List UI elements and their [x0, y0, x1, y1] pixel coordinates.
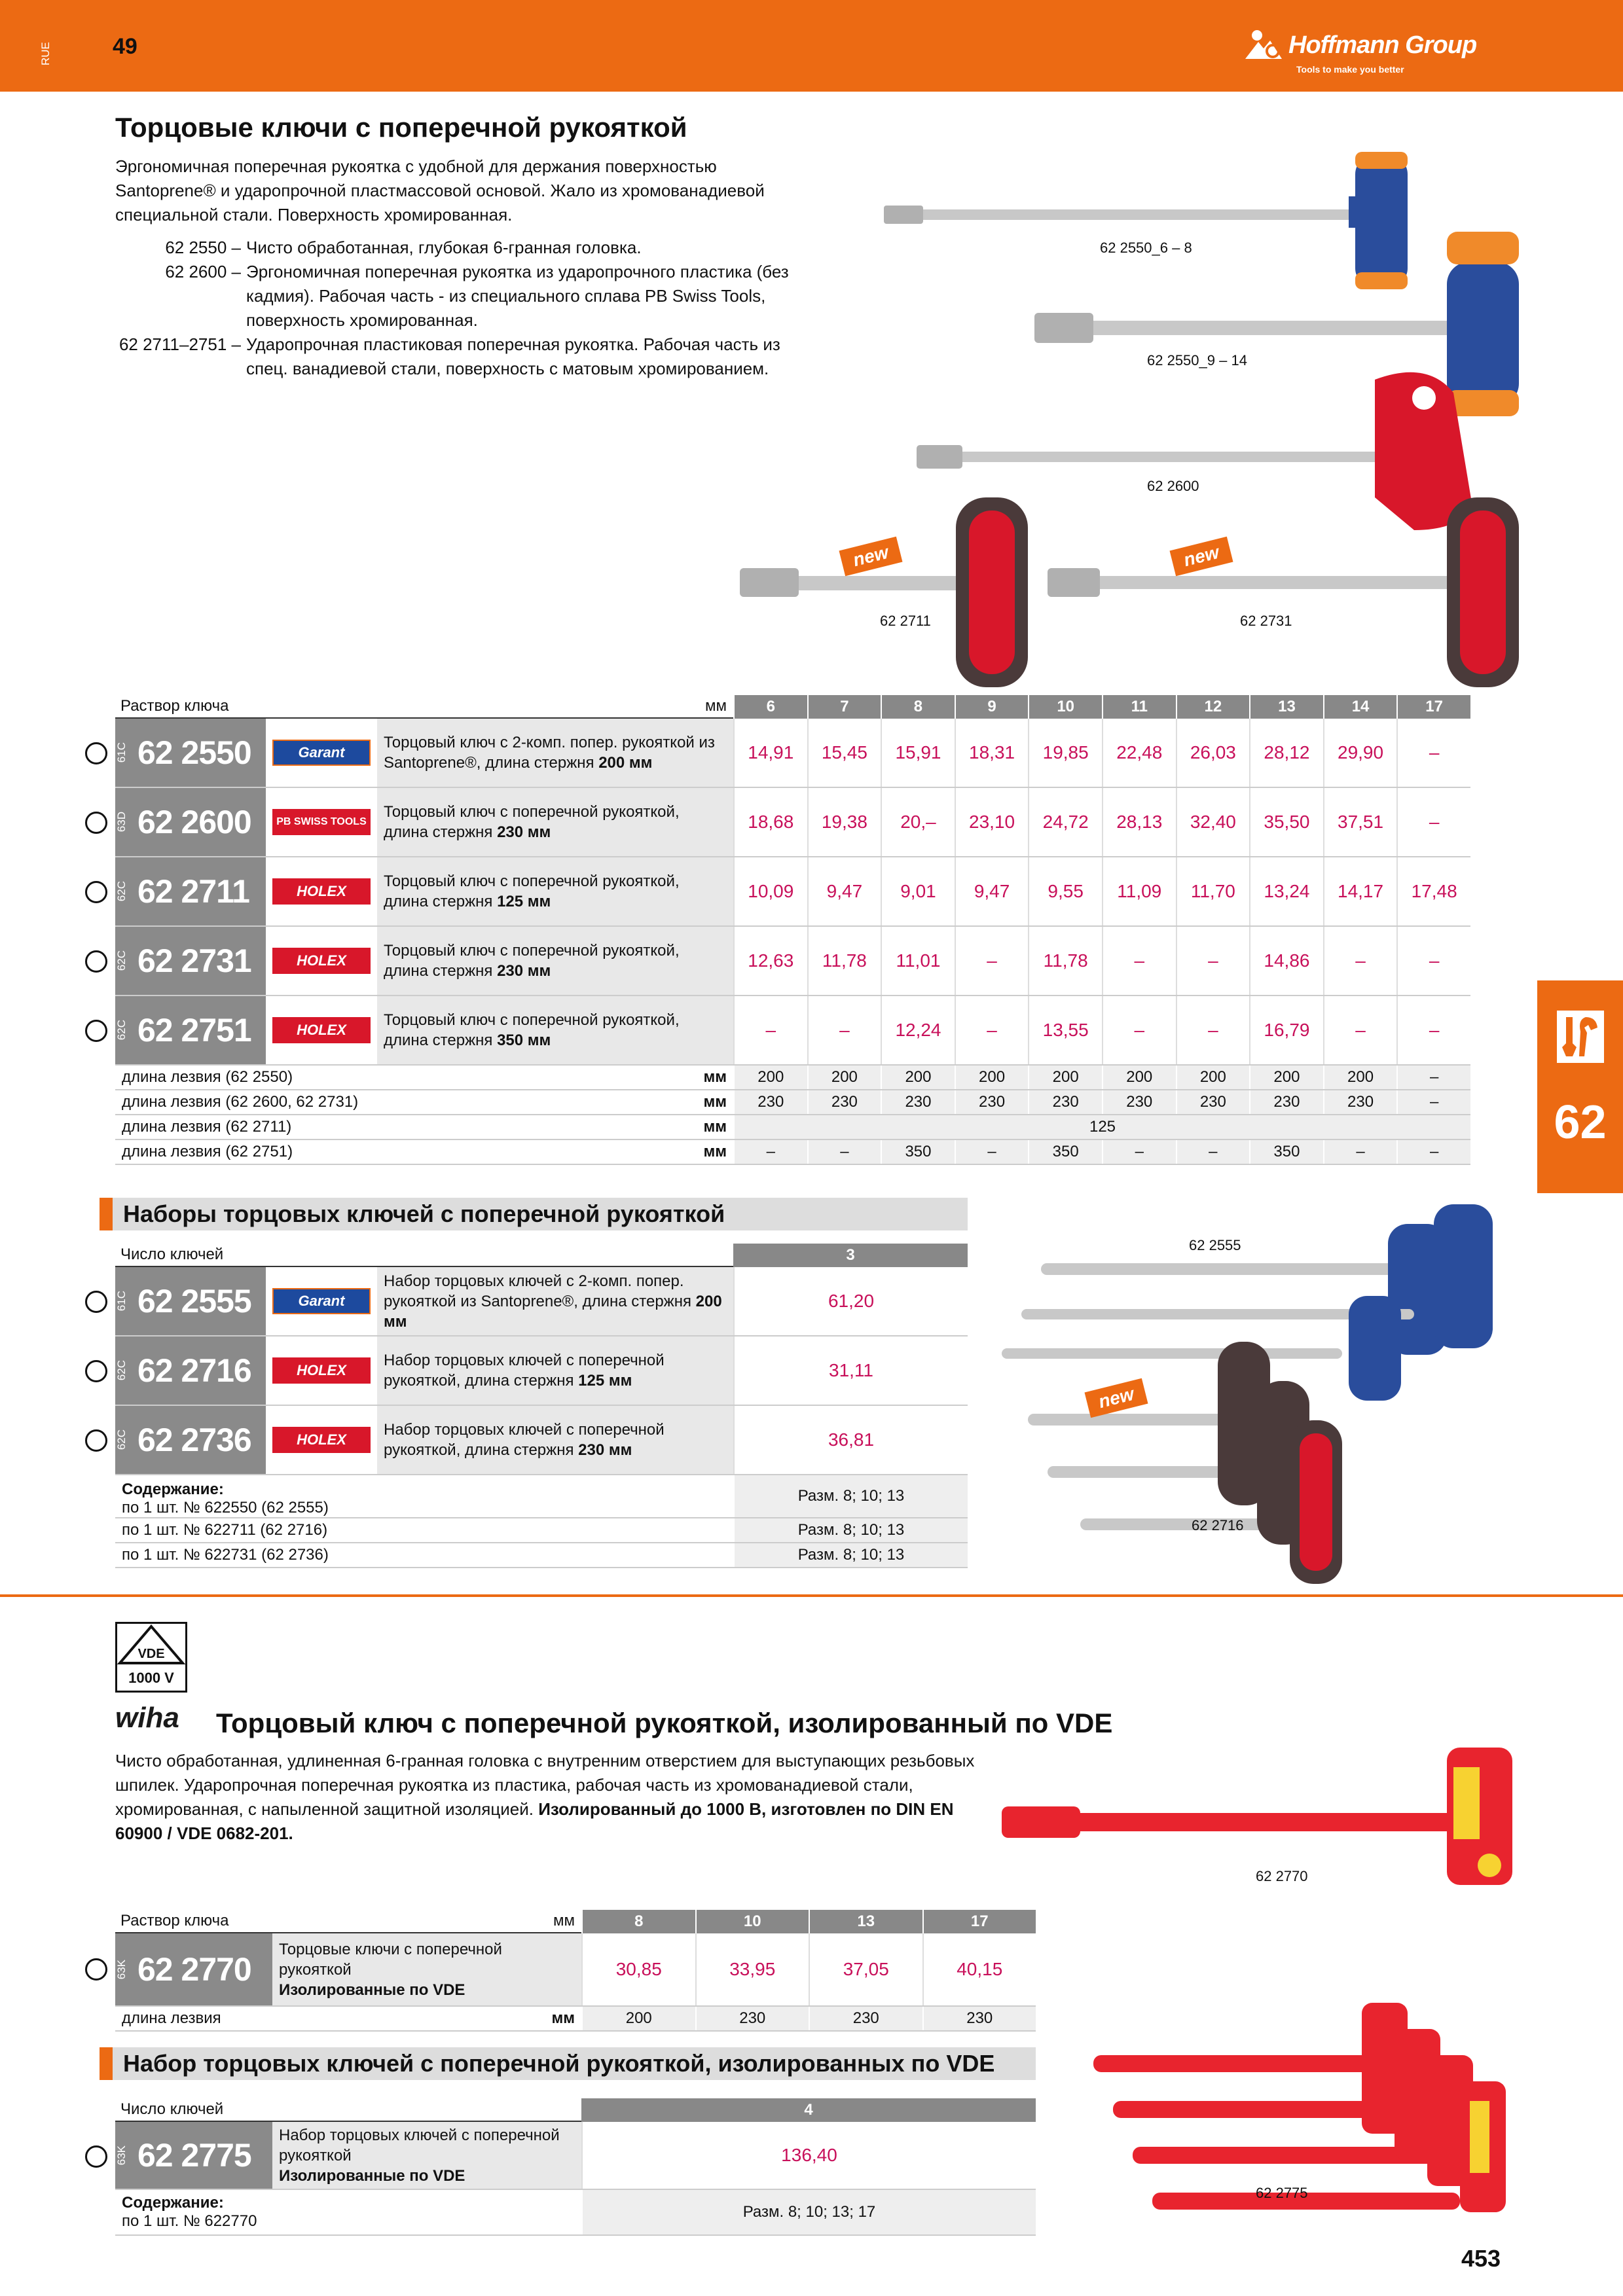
price-cell: – — [1396, 788, 1470, 856]
article-number: 62 2751 — [137, 1012, 251, 1049]
size-col: 14 — [1323, 695, 1397, 719]
price-cell: 22,48 — [1102, 719, 1176, 787]
catalog-ref: 61C — [115, 1291, 128, 1312]
blade-value: 230 — [1249, 1090, 1323, 1114]
brand-tagline: Tools to make you better — [1296, 64, 1404, 75]
desc-bold: Изолированные по VDE — [279, 1981, 465, 1999]
contents-title: Содержание: — [122, 1480, 224, 1498]
select-radio[interactable] — [85, 812, 107, 834]
page-number-top: 49 — [113, 34, 137, 59]
product-row[interactable] — [115, 788, 1470, 857]
blade-value: 125 — [733, 1115, 1470, 1139]
section4-title: Набор торцовых ключей с поперечной рукояткой, изолированных по VDE — [123, 2050, 995, 2077]
section1-notes — [115, 236, 796, 381]
set-table-header — [115, 1244, 968, 1267]
contents-sizes: Разм. 8; 10; 13; 17 — [581, 2190, 1036, 2234]
vde-triangle-icon — [117, 1624, 185, 1666]
blade-value: 230 — [922, 2007, 1036, 2030]
vde-tool-image — [1002, 1741, 1525, 1885]
blade-value: 230 — [1176, 1090, 1250, 1114]
price-cell: – — [1323, 996, 1397, 1064]
size-col: 12 — [1176, 695, 1250, 719]
blade-value: 350 — [1249, 1140, 1323, 1164]
contents-sizes: Разм. 8; 10; 13 — [733, 1518, 968, 1542]
vde-table-header — [115, 1910, 1036, 1933]
language-code: RUE — [39, 42, 52, 65]
desc-line: Набор торцовых ключей с поперечной рукояткой — [279, 2126, 560, 2164]
hoffmann-logo[interactable] — [1244, 24, 1519, 76]
price-cell: 9,01 — [881, 857, 955, 925]
article-code-box — [115, 1267, 266, 1335]
count-value: 3 — [733, 1244, 968, 1267]
hoffmann-logo-icon — [1244, 29, 1283, 62]
table1-header — [115, 695, 1470, 719]
price-cell: 35,50 — [1249, 788, 1323, 856]
price-cell: 40,15 — [922, 1933, 1036, 2005]
blade-value: 200 — [1028, 1066, 1102, 1089]
product-description — [377, 1406, 733, 1474]
product-description — [377, 788, 733, 856]
price-cell: 19,85 — [1028, 719, 1102, 787]
blade-length-row — [115, 1066, 1470, 1090]
note-code: 62 2550 – — [165, 238, 241, 257]
price-cell: 18,31 — [955, 719, 1029, 787]
brand-logo: PB SWISS TOOLS — [272, 809, 371, 835]
price-cell: 12,24 — [881, 996, 955, 1064]
section2-title-bar — [100, 1198, 968, 1230]
blade-value: 200 — [955, 1066, 1029, 1089]
image-caption: 62 2775 — [1256, 2185, 1308, 2201]
catalog-ref: 62C — [115, 1360, 128, 1381]
blade-label: длина лезвия (62 2550) — [122, 1068, 293, 1086]
size-col: 11 — [1102, 695, 1176, 719]
desc-text: Торцовый ключ с поперечной рукояткой, длина стержня — [384, 872, 680, 910]
blade-value: 200 — [1176, 1066, 1250, 1089]
price-cell: 61,20 — [733, 1267, 968, 1335]
blade-label: длина лезвия (62 2751) — [122, 1143, 293, 1160]
price-cell: 32,40 — [1176, 788, 1250, 856]
price-cell: 15,45 — [807, 719, 881, 787]
unit-label: мм — [703, 1143, 727, 1160]
product-description — [272, 1933, 581, 2005]
shaft-length: 200 мм — [598, 754, 653, 772]
unit-label: мм — [705, 697, 727, 715]
catalog-ref: 63D — [115, 812, 128, 833]
price-cell: 19,38 — [807, 788, 881, 856]
article-code-box — [115, 857, 266, 925]
price-cell: 36,81 — [733, 1406, 968, 1474]
vde-table — [115, 1910, 1036, 2032]
price-cell: – — [955, 927, 1029, 995]
shaft-length: 230 мм — [497, 962, 551, 980]
size-col: 13 — [1249, 695, 1323, 719]
price-cell: 11,78 — [807, 927, 881, 995]
section3-desc-bold: Изолированный до 1000 В, изготовлен по DIN EN 60900 / VDE 0682-201. — [115, 1799, 954, 1843]
image-caption: 62 2550_9 – 14 — [1147, 352, 1247, 368]
article-number: 62 2711 — [137, 873, 249, 910]
desc-text: Набор торцовых ключей с поперечной рукояткой, длина стержня — [384, 1421, 665, 1459]
svg-text:VDE: VDE — [137, 1647, 165, 1661]
contents-sizes: Разм. 8; 10; 13 — [733, 1475, 968, 1517]
unit-label: мм — [703, 1118, 727, 1136]
size-label: Раствор ключа — [120, 1912, 229, 1929]
desc-line: Торцовые ключи с поперечной рукояткой — [279, 1940, 502, 1979]
vde-set-image — [1087, 1990, 1545, 2232]
product-row[interactable] — [115, 996, 1470, 1066]
blade-value: 230 — [955, 1090, 1029, 1114]
contents-item: по 1 шт. № 622731 (62 2736) — [122, 1546, 329, 1564]
vde-size-header — [581, 1910, 1036, 1933]
price-cell: 29,90 — [1323, 719, 1397, 787]
product-description — [377, 719, 733, 787]
section-divider — [0, 1594, 1623, 1597]
price-cell: 10,09 — [733, 857, 807, 925]
blade-value: 200 — [733, 1066, 807, 1089]
image-caption: 62 2550_6 – 8 — [1100, 240, 1192, 256]
product-row[interactable] — [115, 1267, 968, 1336]
new-badge: new — [839, 537, 902, 577]
count-value: 4 — [581, 2098, 1036, 2122]
blade-value: – — [1396, 1090, 1470, 1114]
blade-value: 230 — [1028, 1090, 1102, 1114]
select-radio[interactable] — [85, 950, 107, 973]
blade-value: – — [1323, 1140, 1397, 1164]
blade-value: – — [1396, 1066, 1470, 1089]
product-row[interactable] — [115, 2122, 1036, 2190]
size-col: 6 — [733, 695, 807, 719]
article-code-box — [115, 788, 266, 856]
image-caption: 62 2600 — [1147, 478, 1199, 494]
price-cell: – — [1396, 719, 1470, 787]
blade-value: – — [955, 1140, 1029, 1164]
contents-item: по 1 шт. № 622770 — [122, 2212, 257, 2230]
set-contents-row — [115, 2190, 1036, 2236]
price-cell: 11,78 — [1028, 927, 1102, 995]
blade-label: длина лезвия (62 2711) — [122, 1118, 292, 1136]
article-number: 62 2770 — [137, 1951, 251, 1988]
tool-image-622711 — [740, 497, 1028, 687]
desc-text: Торцовый ключ с поперечной рукояткой, длина стержня — [384, 1011, 680, 1049]
article-number: 62 2716 — [137, 1352, 251, 1389]
section3-title: Торцовый ключ с поперечной рукояткой, изолированный по VDE — [216, 1708, 1113, 1738]
desc-text: Торцовый ключ с 2-комп. попер. рукояткой из Santoprene®, длина стержня — [384, 734, 715, 772]
size-col: 8 — [581, 1910, 695, 1933]
article-number: 62 2555 — [137, 1283, 251, 1319]
price-cell: 23,10 — [955, 788, 1029, 856]
blade-length-row — [115, 1090, 1470, 1115]
price-cell: – — [1102, 927, 1176, 995]
price-cell: 12,63 — [733, 927, 807, 995]
brand-logo: Garant — [272, 1288, 371, 1314]
new-badge: new — [1084, 1378, 1148, 1418]
size-col: 7 — [807, 695, 881, 719]
blade-value: 200 — [807, 1066, 881, 1089]
price-cell: – — [807, 996, 881, 1064]
contents-item: по 1 шт. № 622550 (62 2555) — [122, 1499, 329, 1516]
product-row[interactable] — [115, 1406, 968, 1475]
contents-sizes: Разм. 8; 10; 13 — [733, 1543, 968, 1567]
blade-value: 200 — [1323, 1066, 1397, 1089]
select-radio[interactable] — [85, 742, 107, 764]
chapter-tab[interactable] — [1537, 980, 1623, 1193]
price-cell: 136,40 — [581, 2122, 1036, 2189]
blade-value: – — [1102, 1140, 1176, 1164]
chapter-number: 62 — [1554, 1096, 1607, 1149]
price-cell: 14,91 — [733, 719, 807, 787]
price-cell: 14,86 — [1249, 927, 1323, 995]
vde-voltage: 1000 V — [128, 1670, 174, 1686]
article-code-box — [115, 1933, 272, 2005]
blade-value: 230 — [809, 2007, 922, 2030]
size-col: 10 — [695, 1910, 809, 1933]
blade-label: длина лезвия (62 2600, 62 2731) — [122, 1093, 359, 1111]
catalog-ref: 63K — [115, 2145, 128, 2166]
note-text: Эргономичная поперечная рукоятка из ударопрочного пластика (без кадмия). Рабочая часть - из специального сплава PB Swiss Tools, поверхность хромированная. — [246, 262, 789, 330]
price-cell: 15,91 — [881, 719, 955, 787]
price-cell: – — [955, 996, 1029, 1064]
shaft-length: 230 мм — [497, 823, 551, 841]
desc-text: Торцовый ключ с поперечной рукояткой, длина стержня — [384, 942, 680, 980]
product-row[interactable] — [115, 857, 1470, 927]
product-description — [377, 996, 733, 1064]
wrench-icon — [1557, 1011, 1604, 1063]
price-cell: 16,79 — [1249, 996, 1323, 1064]
article-code-box — [115, 1336, 266, 1405]
price-cell: 9,47 — [807, 857, 881, 925]
unit-label: мм — [703, 1068, 727, 1086]
table1-body — [115, 719, 1470, 1066]
set-product-images — [982, 1204, 1506, 1590]
section2-title: Наборы торцовых ключей с поперечной рукояткой — [123, 1200, 725, 1227]
article-code-box — [115, 1406, 266, 1474]
price-cell: 18,68 — [733, 788, 807, 856]
brand-logo: HOLEX — [272, 1017, 371, 1043]
page-number-bottom: 453 — [1461, 2245, 1501, 2272]
blade-value: 200 — [581, 2007, 695, 2030]
select-radio[interactable] — [85, 1291, 107, 1313]
catalog-ref: 62C — [115, 881, 128, 902]
table1-blade-lengths — [115, 1066, 1470, 1165]
blade-length-row — [115, 1140, 1470, 1165]
size-col: 8 — [881, 695, 955, 719]
set-table — [115, 1244, 968, 1568]
article-number: 62 2736 — [137, 1422, 251, 1458]
image-caption: 62 2716 — [1192, 1517, 1244, 1534]
article-code-box — [115, 2122, 272, 2189]
shaft-length: 200 мм — [384, 1292, 722, 1331]
article-code-box — [115, 719, 266, 787]
brand-logo: Garant — [272, 740, 371, 766]
article-number: 62 2550 — [137, 734, 251, 771]
price-cell: 13,55 — [1028, 996, 1102, 1064]
select-radio[interactable] — [85, 1020, 107, 1042]
catalog-ref: 62C — [115, 1429, 128, 1450]
image-caption: 62 2711 — [880, 613, 931, 629]
desc-bold: Изолированные по VDE — [279, 2166, 465, 2185]
tool-image-622731 — [1048, 497, 1519, 687]
size-label: Раствор ключа — [120, 697, 229, 715]
price-cell: 20,– — [881, 788, 955, 856]
note-code: 62 2600 – — [165, 262, 241, 281]
price-cell: 11,01 — [881, 927, 955, 995]
tool-image-622550-small — [884, 152, 1408, 289]
contents-title: Содержание: — [122, 2194, 224, 2212]
select-radio[interactable] — [85, 1429, 107, 1452]
blade-value: – — [733, 1140, 807, 1164]
catalog-ref: 62C — [115, 1020, 128, 1041]
size-col: 9 — [955, 695, 1029, 719]
product-table-1 — [115, 695, 1470, 1165]
price-cell: 26,03 — [1176, 719, 1250, 787]
article-number: 62 2600 — [137, 804, 251, 840]
blade-value: 200 — [1102, 1066, 1176, 1089]
blade-value: 230 — [695, 2007, 809, 2030]
image-caption: 62 2731 — [1240, 613, 1292, 629]
price-cell: 28,13 — [1102, 788, 1176, 856]
article-number: 62 2731 — [137, 942, 251, 979]
catalog-ref: 62C — [115, 950, 128, 971]
brand-logo: HOLEX — [272, 1427, 371, 1453]
new-badge: new — [1169, 537, 1233, 577]
blade-value: – — [807, 1140, 881, 1164]
note-text: Чисто обработанная, глубокая 6-гранная головка. — [246, 238, 642, 257]
set-contents-row — [115, 1475, 968, 1518]
blade-value: 350 — [881, 1140, 955, 1164]
blade-value: 230 — [807, 1090, 881, 1114]
count-label: Число ключей — [115, 1244, 733, 1267]
product-description — [272, 2122, 581, 2189]
select-radio[interactable] — [85, 2145, 107, 2168]
size-col: 13 — [809, 1910, 922, 1933]
price-cell: – — [1102, 996, 1176, 1064]
section3-desc-text: Чисто обработанная, удлиненная 6-гранная головка с внутренним отверстием для выступающих резьбовых шпилек. Ударопрочная поперечная рукоятка из пластика, рабочая часть из хромованадиевой стали, хромированная, с напыленной защитной изоляцией. — [115, 1751, 975, 1819]
section1-description: Эргономичная поперечная рукоятка с удобной для держания поверхностью Santoprene® и ударопрочной пластмассовой основой. Жало из хромованадиевой специальной стали. Поверхность хромированная. — [115, 156, 765, 224]
product-row[interactable] — [115, 927, 1470, 996]
wiha-logo: wiha — [115, 1702, 179, 1734]
table1-header-label — [115, 695, 733, 719]
set-contents-label — [115, 1475, 733, 1517]
article-code-box — [115, 996, 266, 1064]
select-radio[interactable] — [85, 881, 107, 903]
size-col: 10 — [1028, 695, 1102, 719]
blade-label: длина лезвия — [122, 2009, 221, 2027]
price-cell: 9,47 — [955, 857, 1029, 925]
price-cell: 31,11 — [733, 1336, 968, 1405]
blade-value: 230 — [1323, 1090, 1397, 1114]
price-cell: 11,70 — [1176, 857, 1250, 925]
section1-title: Торцовые ключи с поперечной рукояткой — [115, 112, 687, 143]
article-code-box — [115, 927, 266, 995]
unit-label: мм — [703, 1093, 727, 1111]
price-cell: – — [1176, 996, 1250, 1064]
price-cell: 11,09 — [1102, 857, 1176, 925]
size-col: 17 — [1396, 695, 1470, 719]
shaft-length: 125 мм — [497, 893, 551, 910]
blade-value: 200 — [881, 1066, 955, 1089]
price-cell: – — [733, 996, 807, 1064]
set-contents-row — [115, 1543, 968, 1568]
product-description — [377, 1336, 733, 1405]
note-text: Ударопрочная пластиковая поперечная рукоятка. Рабочая часть из спец. ванадиевой стали, поверхность с матовым хромированием. — [246, 334, 780, 378]
blade-value: 200 — [1249, 1066, 1323, 1089]
vde-badge — [115, 1622, 187, 1693]
product-row[interactable] — [115, 719, 1470, 788]
shaft-length: 350 мм — [497, 1031, 551, 1049]
image-caption: 62 2555 — [1189, 1237, 1241, 1253]
catalog-ref: 61C — [115, 742, 128, 763]
unit-label: мм — [553, 1912, 575, 1929]
brand-logo: HOLEX — [272, 1357, 371, 1384]
size-header-row — [733, 695, 1470, 719]
price-cell: 17,48 — [1396, 857, 1470, 925]
price-cell: – — [1396, 927, 1470, 995]
price-cell: – — [1176, 927, 1250, 995]
price-cell: 14,17 — [1323, 857, 1397, 925]
section4-title-bar — [100, 2047, 1036, 2080]
desc-text: Торцовый ключ с поперечной рукояткой, длина стержня — [384, 803, 680, 841]
size-col: 17 — [922, 1910, 1036, 1933]
shaft-length: 125 мм — [578, 1372, 632, 1390]
count-label: Число ключей — [115, 2098, 581, 2122]
price-cell: 13,24 — [1249, 857, 1323, 925]
price-cell: 9,55 — [1028, 857, 1102, 925]
shaft-length: 230 мм — [578, 1441, 632, 1459]
image-caption: 62 2770 — [1256, 1868, 1308, 1884]
product-description — [377, 1267, 733, 1335]
select-radio[interactable] — [85, 1360, 107, 1382]
section1-product-images — [720, 144, 1545, 687]
product-row[interactable] — [115, 1933, 1036, 2007]
set-table-body — [115, 1267, 968, 1475]
blade-length-row — [115, 2007, 1036, 2032]
product-row[interactable] — [115, 1336, 968, 1406]
brand-name: Hoffmann Group — [1288, 31, 1477, 59]
blade-value: – — [1396, 1140, 1470, 1164]
brand-logo: HOLEX — [272, 948, 371, 974]
unit-label: мм — [551, 2009, 575, 2027]
price-cell: 28,12 — [1249, 719, 1323, 787]
blade-value: 230 — [1102, 1090, 1176, 1114]
note-code: 62 2711–2751 – — [119, 334, 241, 354]
blade-value: – — [1176, 1140, 1250, 1164]
vde-set-table — [115, 2098, 1036, 2236]
price-cell: – — [1396, 996, 1470, 1064]
price-cell: 24,72 — [1028, 788, 1102, 856]
select-radio[interactable] — [85, 1958, 107, 1981]
blade-length-row — [115, 1115, 1470, 1140]
price-cell: 37,05 — [809, 1933, 922, 2005]
set-contents-row — [115, 1518, 968, 1543]
brand-logo: HOLEX — [272, 878, 371, 905]
catalog-ref: 63K — [115, 1959, 128, 1980]
contents-item: по 1 шт. № 622711 (62 2716) — [122, 1521, 328, 1539]
vde-header-label — [115, 1910, 581, 1933]
price-cell: – — [1323, 927, 1397, 995]
price-cell: 30,85 — [581, 1933, 695, 2005]
desc-text: Набор торцовых ключей с поперечной рукояткой, длина стержня — [384, 1352, 665, 1390]
product-description — [377, 857, 733, 925]
desc-text: Набор торцовых ключей с 2-комп. попер. рукояткой из Santoprene®, длина стержня — [384, 1272, 691, 1310]
section3-description — [115, 1749, 986, 1846]
price-cell: 33,95 — [695, 1933, 809, 2005]
blade-value: 350 — [1028, 1140, 1102, 1164]
article-number: 62 2775 — [137, 2137, 251, 2174]
blade-value: 230 — [881, 1090, 955, 1114]
price-cell: 37,51 — [1323, 788, 1397, 856]
blade-value: 230 — [733, 1090, 807, 1114]
product-description — [377, 927, 733, 995]
